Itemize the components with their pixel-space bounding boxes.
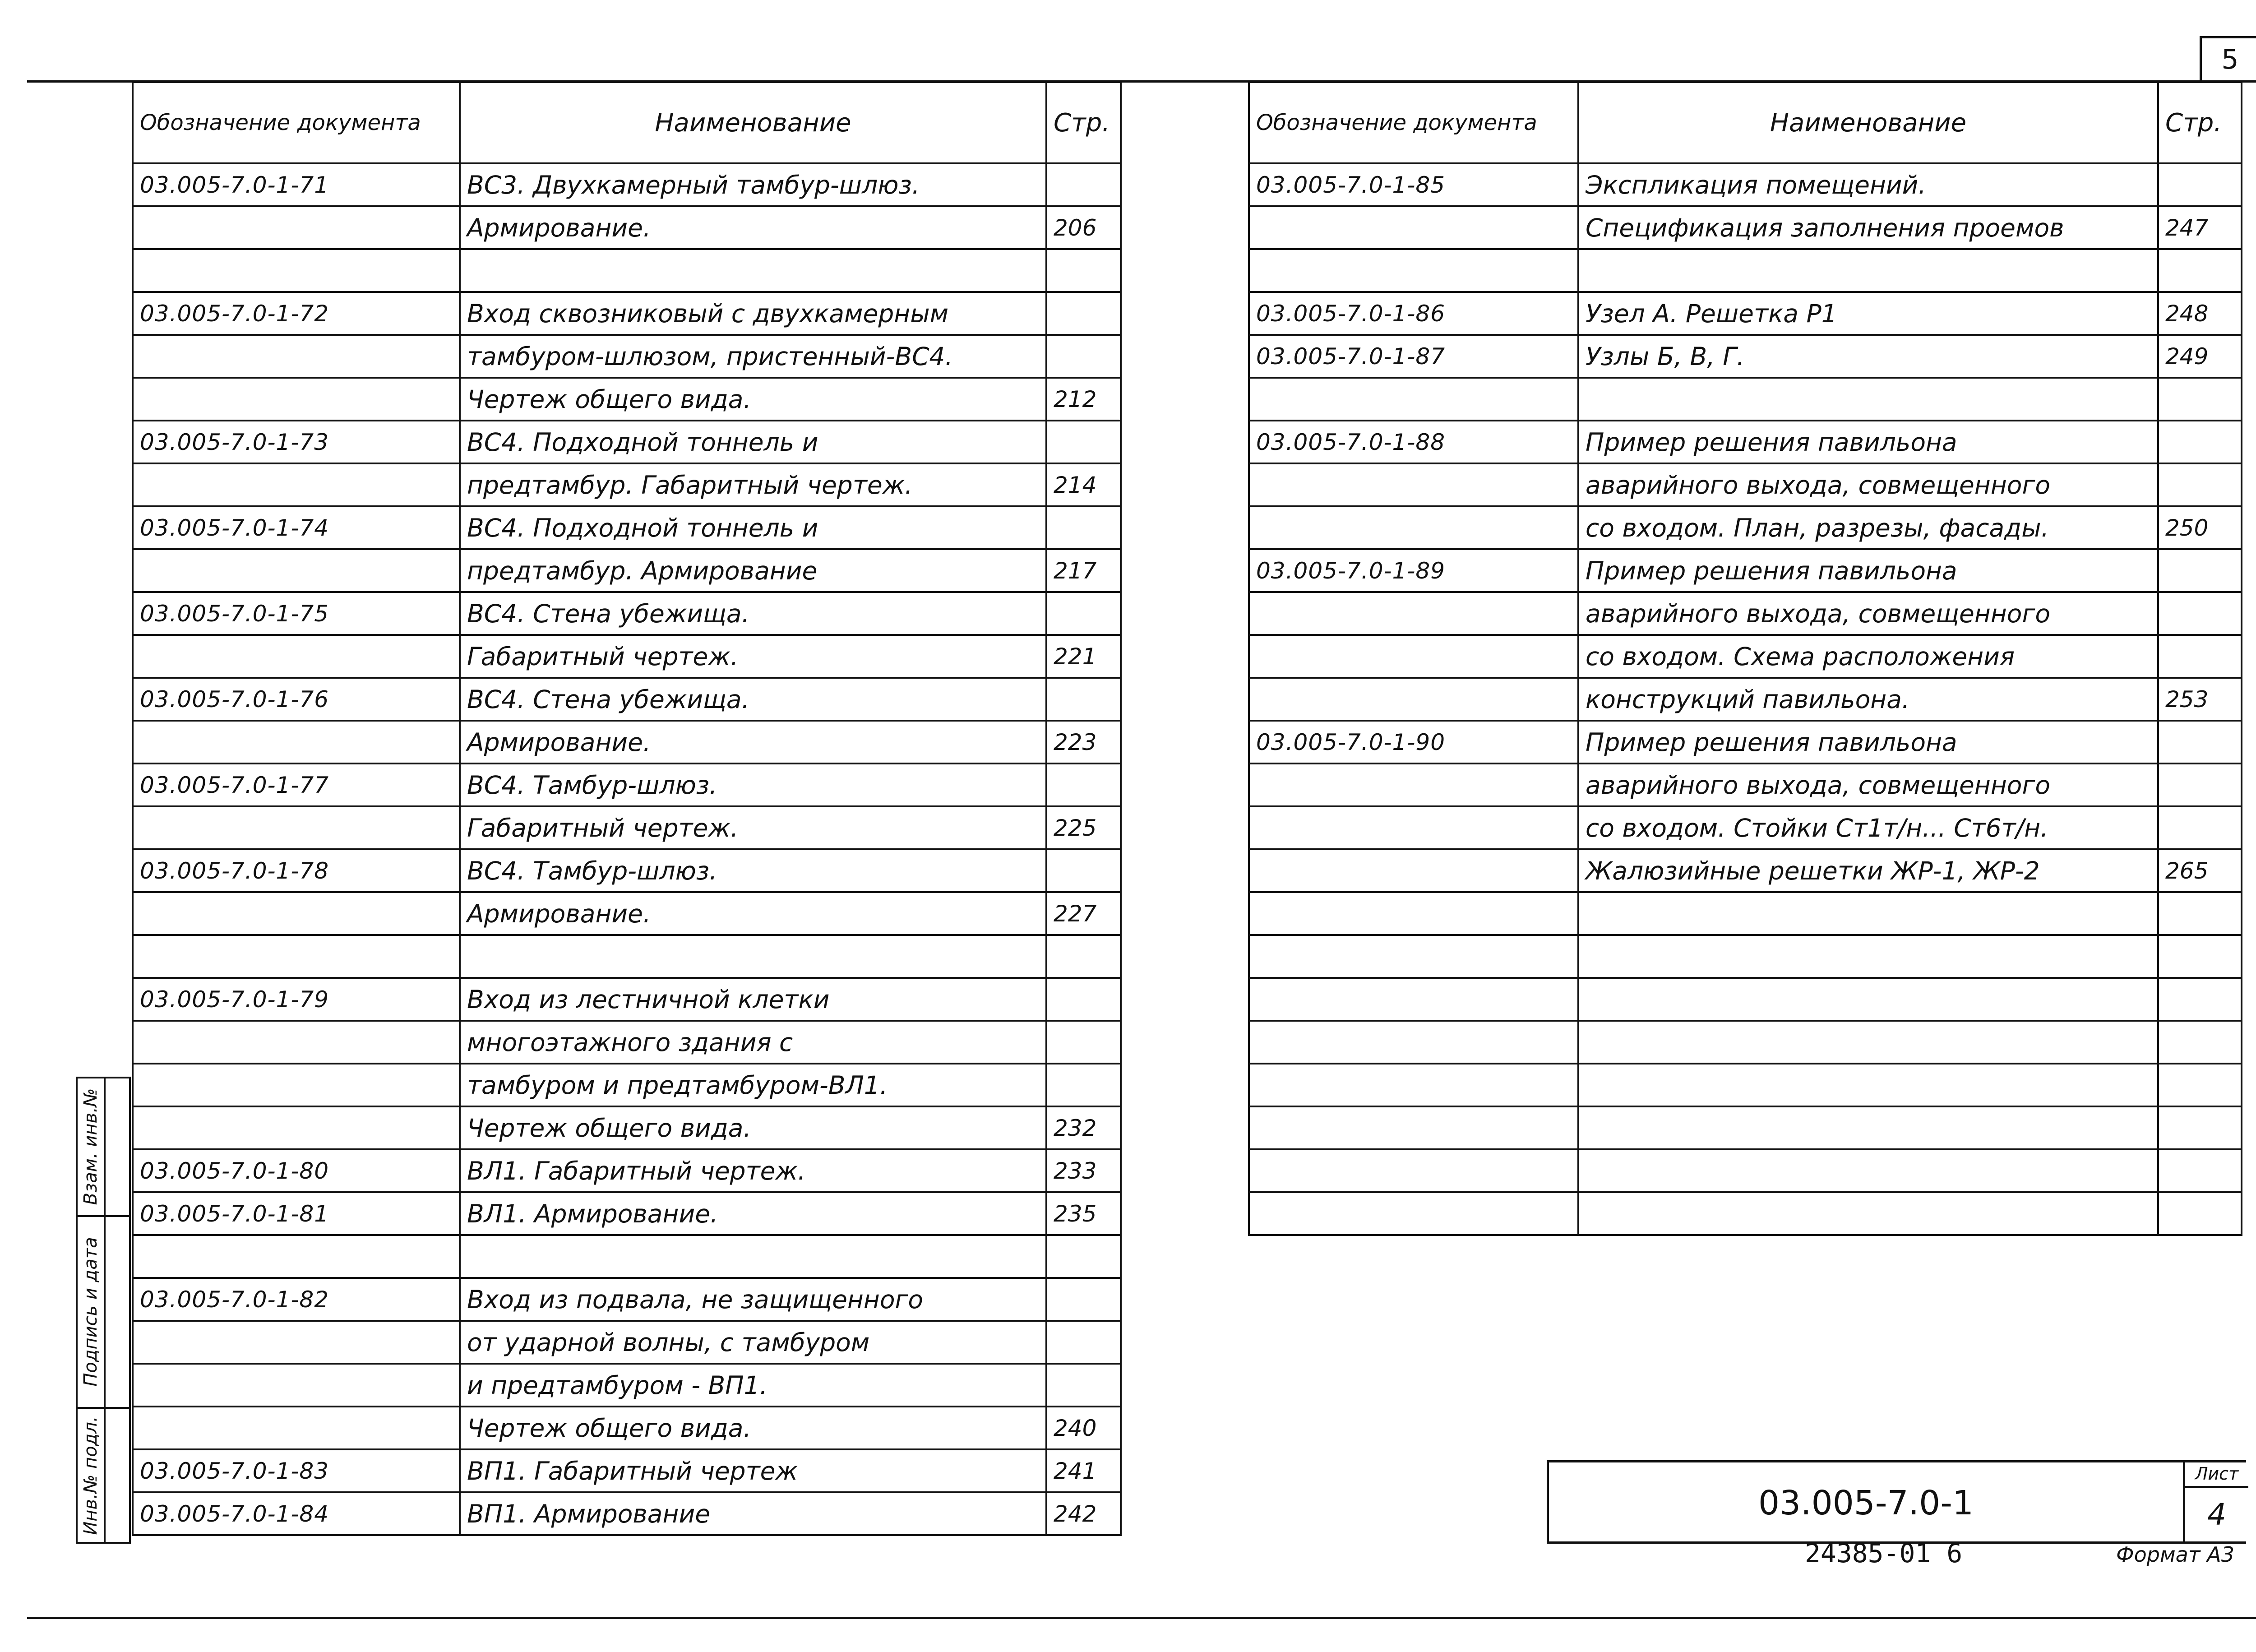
document-code-cell (133, 1235, 460, 1278)
page-cell (2158, 1021, 2242, 1064)
name-cell (1578, 892, 2158, 935)
document-code-cell: 03.005-7.0-1-83 (133, 1449, 460, 1492)
page-cell (2158, 635, 2242, 678)
name-cell (1578, 935, 2158, 978)
table-row (133, 1149, 1121, 1192)
left-table-body (133, 163, 1121, 1535)
table-row (133, 1235, 1121, 1278)
table-row (1249, 1021, 2242, 1064)
table-header-row (133, 82, 1121, 163)
name-cell: и предтамбуром - ВП1. (460, 1364, 1046, 1407)
page-cell (1046, 978, 1121, 1021)
name-cell (1578, 1021, 2158, 1064)
document-code-cell (133, 892, 460, 935)
name-cell: аварийного выхода, совмещенного (1578, 592, 2158, 635)
page-cell (2158, 892, 2242, 935)
page-cell (2158, 1064, 2242, 1106)
sheet-label: Лист (2185, 1462, 2248, 1488)
name-cell: Армирование. (460, 206, 1046, 249)
page-cell (2158, 592, 2242, 635)
table-row (133, 978, 1121, 1021)
name-cell: Армирование. (460, 721, 1046, 764)
name-cell: Чертеж общего вида. (460, 1106, 1046, 1149)
page-cell: 233 (1046, 1149, 1121, 1192)
document-code-cell (133, 463, 460, 506)
name-cell: тамбуром и предтамбуром-ВЛ1. (460, 1064, 1046, 1106)
paper-format: Формат А3 (2116, 1542, 2234, 1567)
header-page: Стр. (2158, 82, 2242, 163)
page-cell: 240 (1046, 1407, 1121, 1449)
stamp-inv-original-label: Инв.№ подл. (80, 1416, 101, 1535)
sheet-number-box (2200, 36, 2256, 81)
page-cell: 214 (1046, 463, 1121, 506)
page-cell: 253 (2158, 678, 2242, 721)
page-cell (1046, 1064, 1121, 1106)
table-row (133, 249, 1121, 292)
page-cell (2158, 549, 2242, 592)
table-row (1249, 1106, 2242, 1149)
name-cell: со входом. План, разрезы, фасады. (1578, 506, 2158, 549)
name-cell: Чертеж общего вида. (460, 1407, 1046, 1449)
document-code-cell: 03.005-7.0-1-89 (1249, 549, 1578, 592)
page-cell: 241 (1046, 1449, 1121, 1492)
table-row (1249, 506, 2242, 549)
page-cell (1046, 1278, 1121, 1321)
name-cell: Узлы Б, В, Г. (1578, 335, 2158, 378)
name-cell: ВП1. Габаритный чертеж (460, 1449, 1046, 1492)
name-cell (1578, 978, 2158, 1021)
name-cell: многоэтажного здания с (460, 1021, 1046, 1064)
header-document-code: Обозначение документа (1249, 82, 1578, 163)
document-code-cell (133, 721, 460, 764)
table-row (1249, 721, 2242, 764)
table-row (1249, 592, 2242, 635)
document-code-cell: 03.005-7.0-1-75 (133, 592, 460, 635)
name-cell: ВС4. Подходной тоннель и (460, 421, 1046, 463)
page-cell (1046, 163, 1121, 206)
document-code-cell (133, 549, 460, 592)
table-row (133, 806, 1121, 849)
document-code-cell: 03.005-7.0-1-71 (133, 163, 460, 206)
document-code-cell (133, 249, 460, 292)
document-code-cell: 03.005-7.0-1-76 (133, 678, 460, 721)
page-cell: 242 (1046, 1492, 1121, 1535)
document-code-cell (133, 1407, 460, 1449)
page-cell (1046, 849, 1121, 892)
name-cell (1578, 1064, 2158, 1106)
title-block (1547, 1460, 2246, 1544)
table-row (133, 335, 1121, 378)
page-cell (2158, 249, 2242, 292)
name-cell: Пример решения павильона (1578, 721, 2158, 764)
page-cell: 235 (1046, 1192, 1121, 1235)
document-code-cell: 03.005-7.0-1-77 (133, 764, 460, 806)
document-code-cell: 03.005-7.0-1-90 (1249, 721, 1578, 764)
page-cell (1046, 764, 1121, 806)
table-row (1249, 206, 2242, 249)
page-cell (1046, 506, 1121, 549)
header-name: Наименование (1578, 82, 2158, 163)
name-cell: ВС4. Стена убежища. (460, 678, 1046, 721)
table-row (133, 549, 1121, 592)
name-cell: конструкций павильона. (1578, 678, 2158, 721)
name-cell (460, 1235, 1046, 1278)
document-code-cell: 03.005-7.0-1-86 (1249, 292, 1578, 335)
table-row (133, 206, 1121, 249)
name-cell (1578, 1106, 2158, 1149)
name-cell: аварийного выхода, совмещенного (1578, 764, 2158, 806)
document-code-cell (1249, 978, 1578, 1021)
document-code-cell: 03.005-7.0-1-81 (133, 1192, 460, 1235)
contents-table-left (132, 81, 1122, 1536)
document-code-cell (133, 378, 460, 421)
name-cell: Чертеж общего вида. (460, 378, 1046, 421)
document-code-cell: 03.005-7.0-1-73 (133, 421, 460, 463)
stamp-sign-date (78, 1217, 129, 1409)
document-code-cell (1249, 635, 1578, 678)
name-cell: Узел А. Решетка Р1 (1578, 292, 2158, 335)
table-row (133, 1364, 1121, 1407)
stamp-inv-original (78, 1409, 129, 1542)
document-code-cell (133, 206, 460, 249)
table-row (1249, 635, 2242, 678)
document-code-cell (1249, 678, 1578, 721)
page-cell (2158, 163, 2242, 206)
name-cell: Габаритный чертеж. (460, 635, 1046, 678)
name-cell: Вход сквозниковый с двухкамерным (460, 292, 1046, 335)
page-cell: 221 (1046, 635, 1121, 678)
page-cell: 248 (2158, 292, 2242, 335)
document-code-cell: 03.005-7.0-1-84 (133, 1492, 460, 1535)
name-cell: предтамбур. Габаритный чертеж. (460, 463, 1046, 506)
document-code-cell (1249, 1192, 1578, 1235)
name-cell: Вход из лестничной клетки (460, 978, 1046, 1021)
name-cell: со входом. Схема расположения (1578, 635, 2158, 678)
name-cell: Спецификация заполнения проемов (1578, 206, 2158, 249)
page-cell: 250 (2158, 506, 2242, 549)
document-code-cell (1249, 506, 1578, 549)
table-row (133, 1492, 1121, 1535)
document-code-cell (133, 335, 460, 378)
document-code-cell (1249, 1064, 1578, 1106)
document-code-cell (1249, 935, 1578, 978)
table-row (1249, 806, 2242, 849)
page-cell (2158, 764, 2242, 806)
name-cell: ВЛ1. Армирование. (460, 1192, 1046, 1235)
table-row (1249, 1064, 2242, 1106)
document-code-cell (1249, 1106, 1578, 1149)
page-cell: 227 (1046, 892, 1121, 935)
document-code-cell (133, 1021, 460, 1064)
page-cell (2158, 1192, 2242, 1235)
right-table-body (1249, 163, 2242, 1235)
table-row (1249, 378, 2242, 421)
table-row (1249, 549, 2242, 592)
page-cell (1046, 292, 1121, 335)
name-cell: тамбуром-шлюзом, пристенный-ВС4. (460, 335, 1046, 378)
name-cell (1578, 249, 2158, 292)
table-row (133, 1021, 1121, 1064)
document-code-cell (1249, 892, 1578, 935)
approval-stamp-strip (76, 1077, 131, 1544)
page-cell (1046, 678, 1121, 721)
name-cell: предтамбур. Армирование (460, 549, 1046, 592)
document-code-cell: 03.005-7.0-1-72 (133, 292, 460, 335)
name-cell: ВС4. Тамбур-шлюз. (460, 849, 1046, 892)
stamp-sign-date-label: Подпись и дата (80, 1237, 101, 1387)
name-cell (460, 935, 1046, 978)
sheet-page-number: 4 (2207, 1497, 2226, 1532)
page-cell (2158, 721, 2242, 764)
name-cell: Экспликация помещений. (1578, 163, 2158, 206)
page-cell (1046, 1364, 1121, 1407)
name-cell: со входом. Стойки Ст1т/н... Ст6т/н. (1578, 806, 2158, 849)
table-row (133, 1064, 1121, 1106)
document-code-cell (1249, 378, 1578, 421)
document-code-cell (133, 1321, 460, 1364)
header-document-code: Обозначение документа (133, 82, 460, 163)
table-row (1249, 1149, 2242, 1192)
page-cell: 265 (2158, 849, 2242, 892)
table-row (133, 1192, 1121, 1235)
table-row (133, 1321, 1121, 1364)
table-row (133, 1278, 1121, 1321)
table-row (133, 378, 1121, 421)
page-cell (1046, 1021, 1121, 1064)
table-row (1249, 249, 2242, 292)
table-row (133, 292, 1121, 335)
document-code-cell (1249, 806, 1578, 849)
page-cell (1046, 421, 1121, 463)
document-code: 03.005-7.0-1 (1758, 1484, 1974, 1522)
table-row (133, 764, 1121, 806)
page-cell (1046, 1321, 1121, 1364)
document-code-cell: 03.005-7.0-1-85 (1249, 163, 1578, 206)
page-cell (1046, 335, 1121, 378)
page-cell (2158, 378, 2242, 421)
document-code-cell (1249, 592, 1578, 635)
document-code-cell: 03.005-7.0-1-80 (133, 1149, 460, 1192)
table-row (1249, 935, 2242, 978)
page-cell (1046, 935, 1121, 978)
document-code-cell: 03.005-7.0-1-79 (133, 978, 460, 1021)
page-cell (2158, 1106, 2242, 1149)
document-code-cell (1249, 849, 1578, 892)
table-row (1249, 978, 2242, 1021)
document-code-cell: 03.005-7.0-1-88 (1249, 421, 1578, 463)
stamp-replace-inv-label: Взам. инв.№ (80, 1088, 101, 1205)
document-code-cell (1249, 1149, 1578, 1192)
document-code-cell (1249, 1021, 1578, 1064)
name-cell: ВС4. Подходной тоннель и (460, 506, 1046, 549)
document-code-cell (133, 806, 460, 849)
table-row (133, 1407, 1121, 1449)
page-cell: 212 (1046, 378, 1121, 421)
table-row (133, 935, 1121, 978)
page-cell: 225 (1046, 806, 1121, 849)
name-cell: Пример решения павильона (1578, 549, 2158, 592)
document-code-cell: 03.005-7.0-1-82 (133, 1278, 460, 1321)
table-row (1249, 892, 2242, 935)
table-row (1249, 335, 2242, 378)
page-cell (1046, 592, 1121, 635)
document-code-cell (133, 1106, 460, 1149)
document-code-cell (1249, 206, 1578, 249)
table-row (133, 592, 1121, 635)
table-row (133, 463, 1121, 506)
table-row (133, 163, 1121, 206)
name-cell: Вход из подвала, не защищенного (460, 1278, 1046, 1321)
document-code-cell: 03.005-7.0-1-74 (133, 506, 460, 549)
name-cell (1578, 1192, 2158, 1235)
page-cell: 206 (1046, 206, 1121, 249)
name-cell (1578, 1149, 2158, 1192)
name-cell: Габаритный чертеж. (460, 806, 1046, 849)
table-header-row (1249, 82, 2242, 163)
document-code-cell (133, 635, 460, 678)
page-cell (2158, 978, 2242, 1021)
table-row (133, 892, 1121, 935)
name-cell: Пример решения павильона (1578, 421, 2158, 463)
name-cell (460, 249, 1046, 292)
page-cell (2158, 935, 2242, 978)
header-name: Наименование (460, 82, 1046, 163)
page-cell: 223 (1046, 721, 1121, 764)
table-row (133, 1449, 1121, 1492)
page-cell (2158, 1149, 2242, 1192)
page-cell (2158, 806, 2242, 849)
name-cell (1578, 378, 2158, 421)
table-row (1249, 463, 2242, 506)
name-cell: ВС4. Тамбур-шлюз. (460, 764, 1046, 806)
table-row (133, 1106, 1121, 1149)
name-cell: ВЛ1. Габаритный чертеж. (460, 1149, 1046, 1192)
name-cell: от ударной волны, с тамбуром (460, 1321, 1046, 1364)
page-cell: 232 (1046, 1106, 1121, 1149)
document-code-cell: 03.005-7.0-1-87 (1249, 335, 1578, 378)
bottom-frame-line (27, 1617, 2256, 1619)
page-cell: 217 (1046, 549, 1121, 592)
document-code-cell (1249, 764, 1578, 806)
table-row (1249, 849, 2242, 892)
document-code-cell: 03.005-7.0-1-78 (133, 849, 460, 892)
table-row (133, 506, 1121, 549)
table-row (133, 421, 1121, 463)
table-row (1249, 421, 2242, 463)
name-cell: ВС3. Двухкамерный тамбур-шлюз. (460, 163, 1046, 206)
document-code-cell (1249, 463, 1578, 506)
stamp-replace-inv (78, 1078, 129, 1217)
page-cell (1046, 249, 1121, 292)
name-cell: аварийного выхода, совмещенного (1578, 463, 2158, 506)
table-row (1249, 1192, 2242, 1235)
name-cell: ВП1. Армирование (460, 1492, 1046, 1535)
document-code-cell (133, 1064, 460, 1106)
contents-table-right (1248, 81, 2242, 1236)
page-cell (2158, 421, 2242, 463)
document-code-cell (133, 1364, 460, 1407)
name-cell: ВС4. Стена убежища. (460, 592, 1046, 635)
table-row (1249, 764, 2242, 806)
table-row (1249, 678, 2242, 721)
table-row (133, 635, 1121, 678)
page-cell: 249 (2158, 335, 2242, 378)
name-cell: Армирование. (460, 892, 1046, 935)
table-row (133, 678, 1121, 721)
header-page: Стр. (1046, 82, 1121, 163)
table-row (133, 849, 1121, 892)
page-cell (1046, 1235, 1121, 1278)
sheet-number: 5 (2221, 44, 2239, 75)
document-code-cell (133, 935, 460, 978)
sheet-cell (2183, 1462, 2248, 1544)
name-cell: Жалюзийные решетки ЖР-1, ЖР-2 (1578, 849, 2158, 892)
page-cell: 247 (2158, 206, 2242, 249)
table-row (1249, 292, 2242, 335)
document-code-cell (1249, 249, 1578, 292)
table-row (1249, 163, 2242, 206)
archive-number: 24385-01 6 (1805, 1538, 1963, 1569)
table-row (133, 721, 1121, 764)
page-cell (2158, 463, 2242, 506)
